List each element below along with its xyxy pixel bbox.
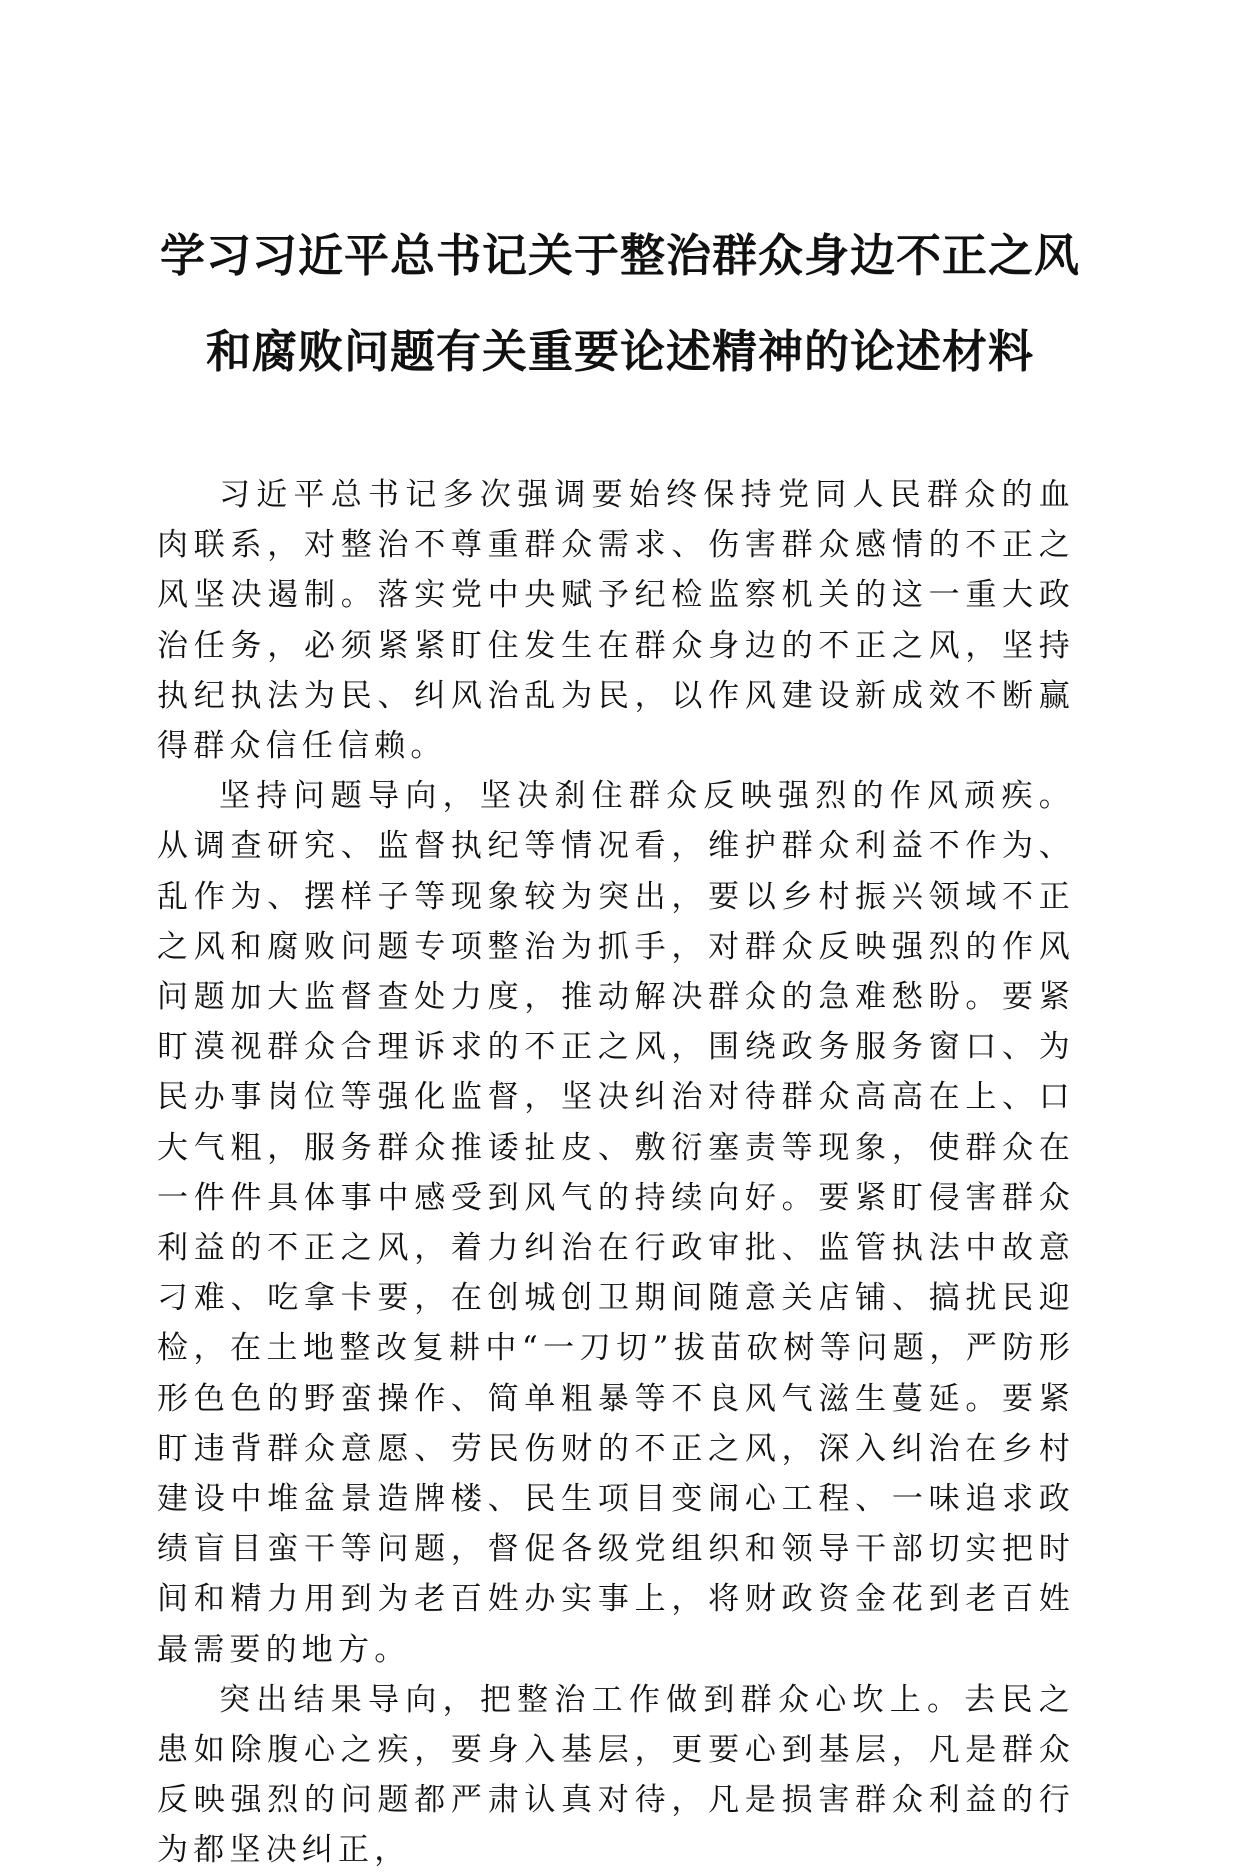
document-body (157, 470, 1075, 1876)
document-title (150, 208, 1090, 400)
title-line-1: 学习习近平总书记关于整治群众身边不正之风 (159, 229, 1080, 282)
paragraph-result-orientation: 突出结果导向，把整治工作做到群众心坎上。去民之患如除腹心之疾，要身入基层，更要心到基层，凡是群众反映强烈的问题都严肃认真对待，凡是损害群众利益的行为都坚决纠正， (157, 1681, 1075, 1869)
paragraph-intro: 习近平总书记多次强调要始终保持党同人民群众的血肉联系，对整治不尊重群众需求、伤害群众感情的不正之风坚决遏制。落实党中央赋予纪检监察机关的这一重大政治任务，必须紧紧盯住发生在群众身边的不正之风，坚持执纪执法为民、纠风治乱为民，以作风建设新成效不断赢得群众信任信赖。 (157, 477, 1075, 765)
paragraph-problem-orientation: 坚持问题导向，坚决刹住群众反映强烈的作风顽疾。从调查研究、监督执纪等情况看，维护群众利益不作为、乱作为、摆样子等现象较为突出，要以乡村振兴领域不正之风和腐败问题专项整治为抓手，对群众反映强烈的作风问题加大监督查处力度，推动解决群众的急难愁盼。要紧盯漠视群众合理诉求的不正之风，围绕政务服务窗口、为民办事岗位等强化监督，坚决纠治对待群众高高在上、口大气粗，服务群众推诿扯皮、敷衍塞责等现象，使群众在一件件具体事中感受到风气的持续向好。要紧盯侵害群众利益的不正之风，着力纠治在行政审批、监管执法中故意刁难、吃拿卡要，在创城创卫期间随意关店铺、搞扰民迎检，在土地整改复耕中“一刀切”拔苗砍树等问题，严防形形色色的野蛮操作、简单粗暴等不良风气滋生蔓延。要紧盯违背群众意愿、劳民伤财的不正之风，深入纠治在乡村建设中堆盆景造牌楼、民生项目变闹心工程、一味追求政绩盲目蛮干等问题，督促各级党组织和领导干部切实把时间和精力用到为老百姓办实事上，将财政资金花到老百姓最需要的地方。 (157, 778, 1075, 1668)
title-line-2: 和腐败问题有关重要论述精神的论述材料 (205, 325, 1034, 378)
